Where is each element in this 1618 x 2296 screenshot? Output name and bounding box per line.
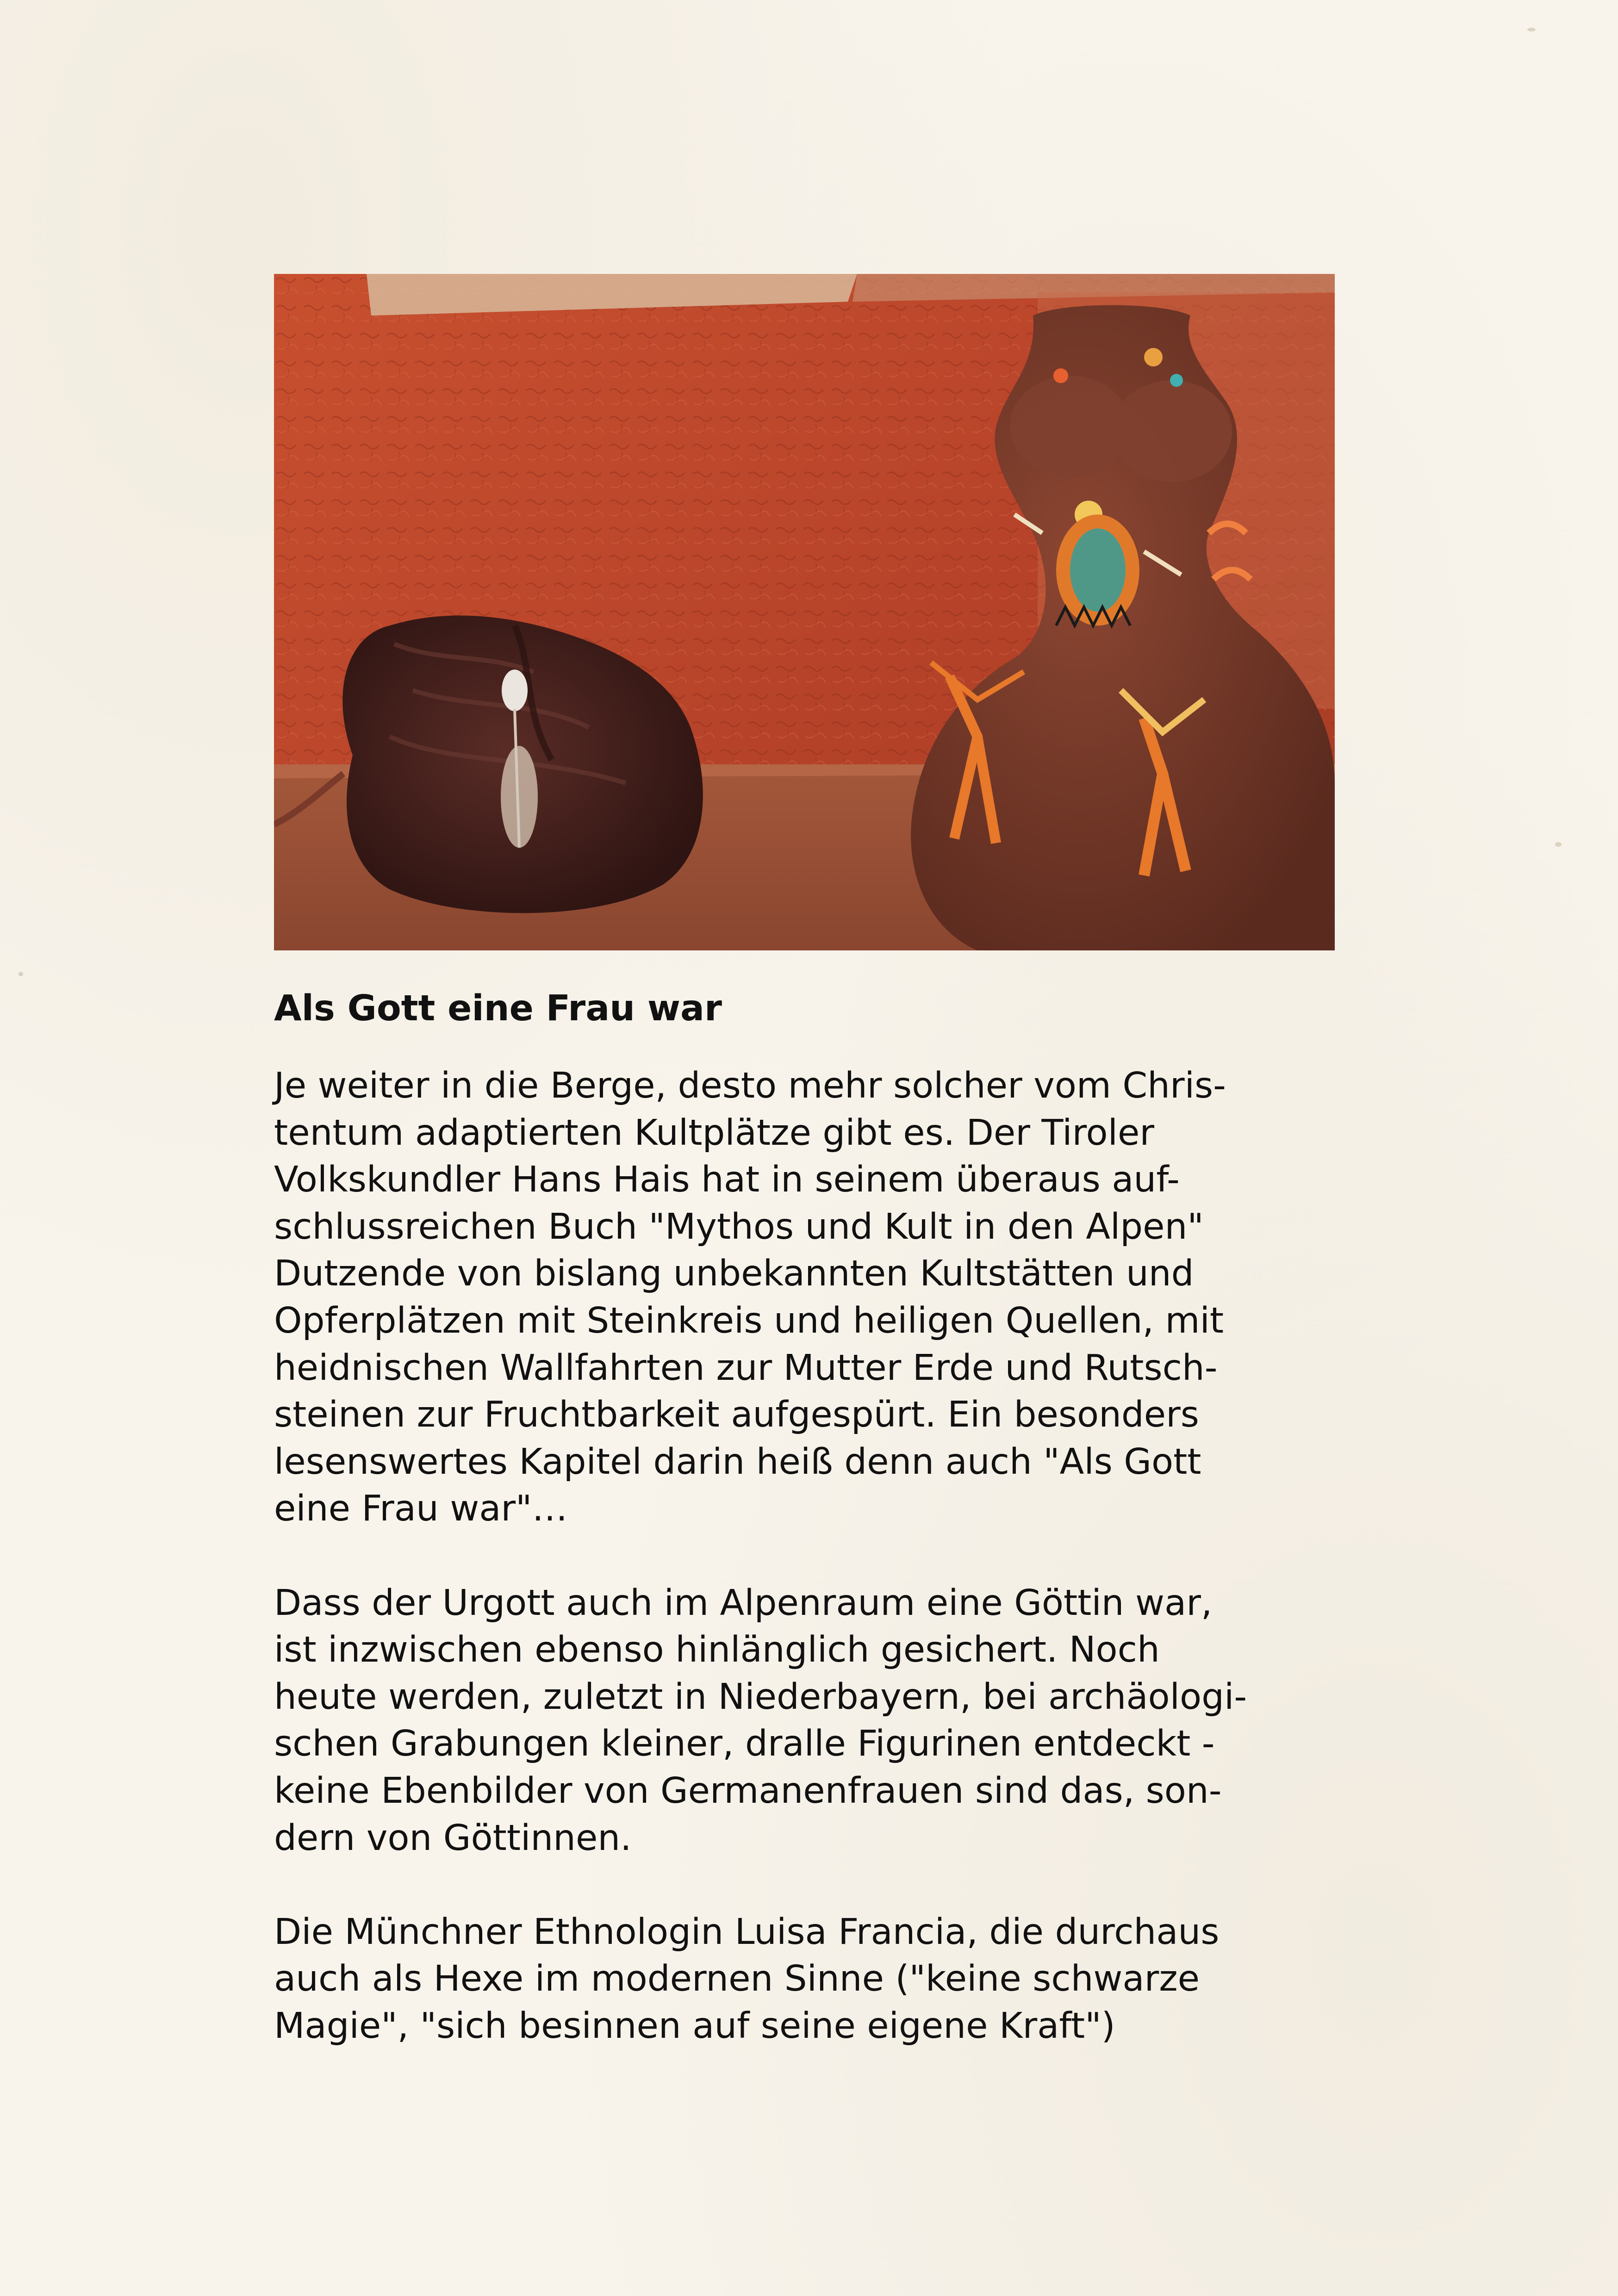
text-line: schen Grabungen kleiner, dralle Figurinen entdeckt - — [274, 1723, 1215, 1765]
article-heading: Als Gott eine Frau war — [274, 988, 722, 1029]
article-photo — [274, 274, 1335, 950]
paragraph-1 — [274, 1062, 1352, 1533]
text-line: auch als Hexe im modernen Sinne ("keine schwarze — [274, 1958, 1200, 2000]
text-line: eine Frau war"… — [274, 1488, 568, 1530]
article-body — [274, 1062, 1352, 2097]
text-line: ist inzwischen ebenso hinlänglich gesichert. Noch — [274, 1629, 1160, 1671]
paper-speck — [1555, 842, 1562, 847]
text-line: Magie", "sich besinnen auf seine eigene Kraft") — [274, 2005, 1115, 2047]
text-line: Dass der Urgott auch im Alpenraum eine Göttin war, — [274, 1582, 1213, 1624]
paper-speck — [1527, 28, 1536, 31]
text-line: dern von Göttinnen. — [274, 1817, 632, 1859]
paper-speck — [19, 972, 23, 976]
text-line: heidnischen Wallfahrten zur Mutter Erde und Rutsch- — [274, 1347, 1218, 1389]
text-line: schlussreichen Buch "Mythos und Kult in den Alpen" — [274, 1206, 1204, 1247]
text-line: lesenswertes Kapitel darin heiß denn auch "Als Gott — [274, 1441, 1201, 1483]
paragraph-2 — [274, 1580, 1352, 1862]
text-line: Opferplätzen mit Steinkreis und heiligen Quellen, mit — [274, 1300, 1224, 1341]
text-line: steinen zur Fruchtbarkeit aufgespürt. Ein besonders — [274, 1394, 1199, 1436]
text-line: tentum adaptierten Kultplätze gibt es. Der Tiroler — [274, 1112, 1154, 1154]
text-line: Die Münchner Ethnologin Luisa Francia, die durchaus — [274, 1911, 1220, 1953]
text-line: Volkskundler Hans Hais hat in seinem überaus auf- — [274, 1159, 1180, 1201]
text-line: Dutzende von bislang unbekannten Kultstätten und — [274, 1253, 1194, 1295]
text-line: Je weiter in die Berge, desto mehr solcher vom Chris- — [274, 1065, 1226, 1106]
text-line: keine Ebenbilder von Germanenfrauen sind das, son- — [274, 1770, 1222, 1812]
photo-illustration — [274, 274, 1335, 950]
text-line: heute werden, zuletzt in Niederbayern, bei archäologi- — [274, 1676, 1247, 1718]
paragraph-3 — [274, 1909, 1352, 2050]
